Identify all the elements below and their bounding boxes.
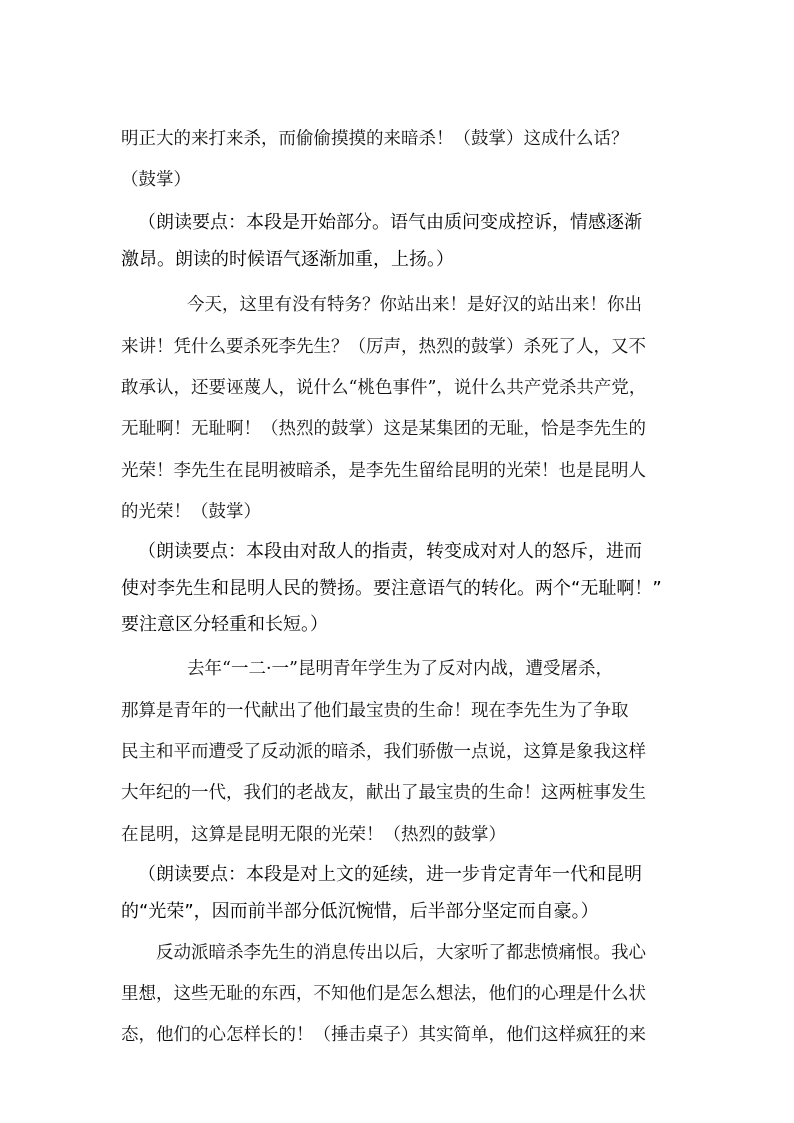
text-line: 民主和平而遭受了反动派的暗杀，我们骄傲一点说，这算是象我这样 — [121, 742, 646, 762]
text-line: 态，他们的心怎样长的！（捶击桌子）其实简单，他们这样疯狂的来 — [121, 1025, 646, 1045]
reading-note-line: 激昂。朗读的时候语气逐渐加重，上扬。） — [121, 249, 454, 270]
text-line: 来讲！凭什么要杀死李先生？（厉声，热烈的鼓掌）杀死了人，又不 — [121, 337, 646, 357]
text-line: 去年“一二·一”昆明青年学生为了反对内战，遭受屠杀， — [187, 659, 613, 679]
text-line: 无耻啊！无耻啊！（热烈的鼓掌）这是某集团的无耻，恰是李先生的 — [121, 419, 646, 439]
text-line: 在昆明，这算是昆明无限的光荣！（热烈的鼓掌） — [121, 825, 506, 845]
reading-note-line: （朗读要点：本段是对上文的延续，进一步肯定青年一代和昆明 — [138, 864, 642, 885]
text-line: （鼓掌） — [121, 170, 191, 190]
text-line: 明正大的来打来杀，而偷偷摸摸的来暗杀！（鼓掌）这成什么话？ — [121, 129, 629, 149]
reading-note-line: （朗读要点：本段是开始部分。语气由质问变成控诉，情感逐渐 — [138, 212, 642, 233]
text-line: 光荣！李先生在昆明被暗杀，是李先生留给昆明的光荣！也是昆明人 — [121, 461, 646, 481]
text-line: 那算是青年的一代献出了他们最宝贵的生命！现在李先生为了争取 — [121, 701, 629, 721]
text-line: 的光荣！（鼓掌） — [121, 502, 261, 522]
reading-note-line: 使对李先生和昆明人民的赞扬。要注意语气的转化。两个“无耻啊！” — [121, 578, 662, 599]
text-line: 今天，这里有没有特务？你站出来！是好汉的站出来！你出 — [187, 295, 642, 315]
text-line: 里想，这些无耻的东西，不知他们是怎么想法，他们的心理是什么状 — [121, 984, 646, 1004]
text-line: 反动派暗杀李先生的消息传出以后，大家听了都悲愤痛恨。我心 — [156, 943, 646, 963]
reading-note-line: （朗读要点：本段由对敌人的指责，转变成对对人的怒斥，进而 — [138, 541, 642, 562]
text-line: 大年纪的一代，我们的老战友，献出了最宝贵的生命！这两桩事发生 — [121, 783, 646, 803]
reading-note-line: 的“光荣”，因而前半部分低沉惋惜，后半部分坚定而自豪。） — [121, 901, 599, 922]
reading-note-line: 要注意区分轻重和长短。） — [121, 614, 328, 635]
text-line: 敢承认，还要诬蔑人，说什么“桃色事件”，说什么共产党杀共产党， — [121, 378, 647, 398]
